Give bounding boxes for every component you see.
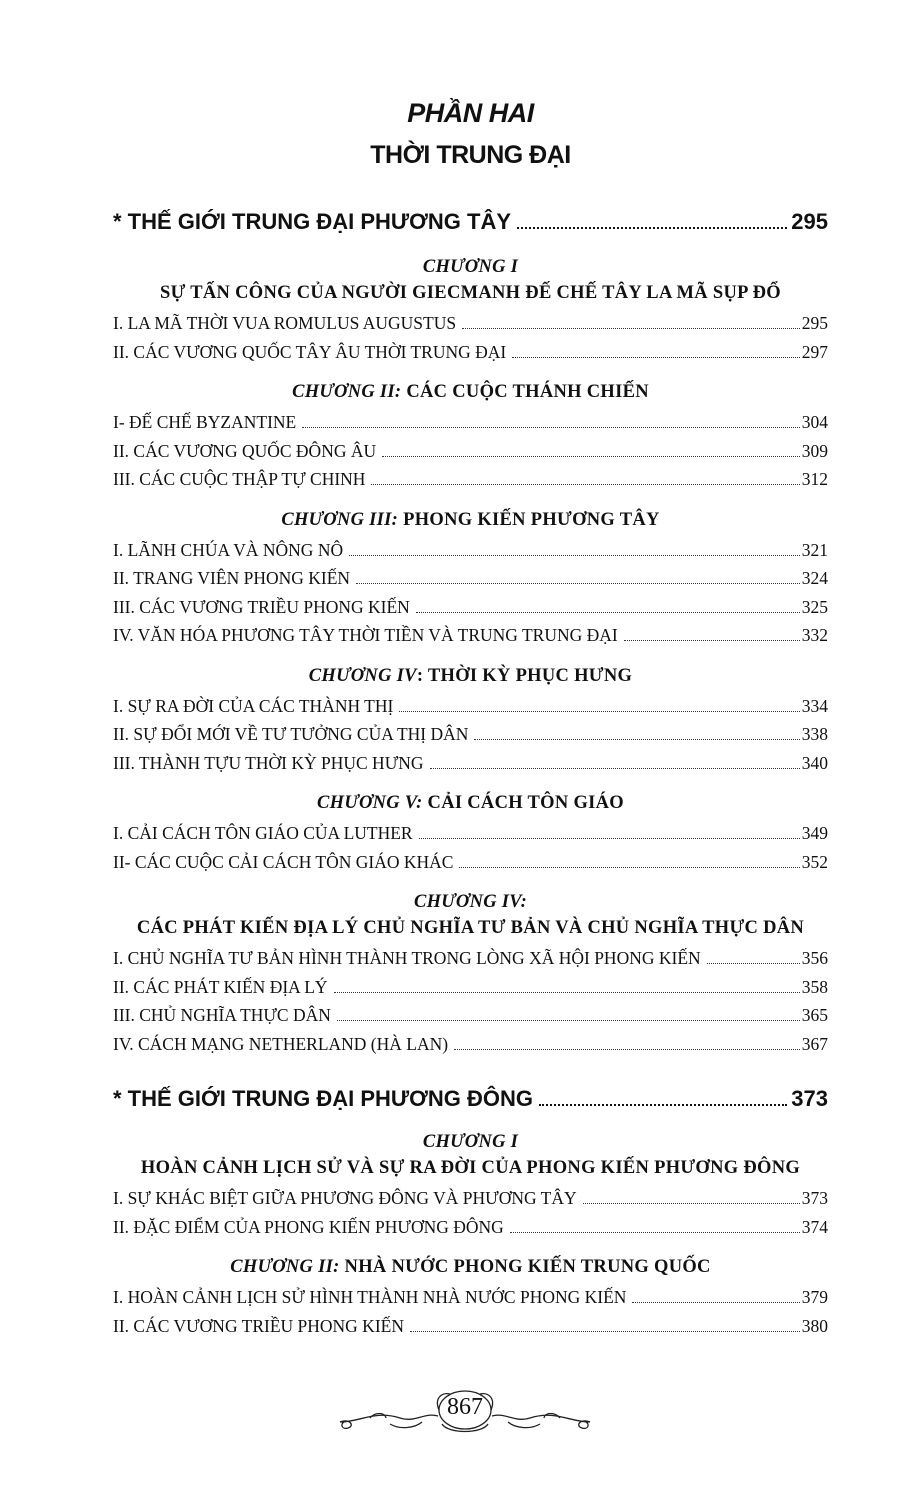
entry-page-number: 380 [801,1315,828,1336]
toc-entry[interactable] [113,1312,828,1341]
entry-label: IV. VĂN HÓA PHƯƠNG TÂY THỜI TIỀN VÀ TRUNG TRUNG ĐẠI [113,625,618,645]
entry-label: I. LA MÃ THỜI VUA ROMULUS AUGUSTUS [113,313,457,333]
dot-leader [356,583,800,584]
entry-page-number: 340 [801,752,828,773]
entry-page-number: 324 [801,568,828,588]
part-title: PHẦN HAI [407,98,534,128]
entry-label: III. CHỦ NGHĨA THỰC DÂN [113,1005,331,1025]
chapter [113,890,828,1058]
entry-page-number: 373 [801,1188,828,1208]
entry-label: IV. CÁCH MẠNG NETHERLAND (HÀ LAN) [113,1033,449,1054]
entry-page-number: 304 [801,412,828,432]
entry-label: II. CÁC VƯƠNG QUỐC TÂY ÂU THỜI TRUNG ĐẠI [113,341,507,362]
chapter [113,255,828,366]
dot-leader [419,838,800,839]
entry-label: III. CÁC CUỘC THẬP TỰ CHINH [113,469,366,489]
dot-leader [512,357,800,358]
toc-entry[interactable] [113,564,828,593]
entry-label: I. SỰ RA ĐỜI CỦA CÁC THÀNH THỊ [113,695,394,716]
toc-entry[interactable] [113,749,828,778]
entry-page-number: 365 [801,1005,828,1025]
entry-page-number: 379 [801,1287,828,1307]
entry-label: II. ĐẶC ĐIỂM CỦA PHONG KIẾN PHƯƠNG ĐÔNG [113,1216,504,1237]
dot-leader [510,1232,800,1233]
dot-leader [337,1020,800,1021]
dot-leader [539,1104,787,1106]
toc-entry[interactable] [113,465,828,494]
chapter-title: CÁC CUỘC THÁNH CHIẾN [406,382,649,402]
section-page-number: 373 [791,1086,828,1111]
chapter-prefix: CHƯƠNG II: [230,1257,340,1277]
entry-page-number: 321 [801,539,828,560]
dot-leader [462,328,800,329]
dot-leader [474,739,799,740]
chapter-title: PHONG KIẾN PHƯƠNG TÂY [403,509,660,530]
entry-page-number: 367 [801,1033,828,1054]
section-east [113,1084,828,1340]
dot-leader [382,456,800,457]
part-subtitle: THỜI TRUNG ĐẠI [370,141,571,169]
toc-entry[interactable] [113,692,828,721]
toc-entry[interactable] [113,593,828,622]
toc-entry[interactable] [113,720,828,749]
entry-label: I. LÃNH CHÚA VÀ NÔNG NÔ [113,539,344,560]
page-footer [330,1388,600,1438]
chapter [113,1255,828,1340]
chapter-title: CẢI CÁCH TÔN GIÁO [427,793,624,813]
entry-label: I. CHỦ NGHĨA TƯ BẢN HÌNH THÀNH TRONG LÒNG XÃ HỘI PHONG KIẾN [113,948,701,968]
entry-page-number: 352 [801,851,828,872]
dot-leader [454,1049,800,1050]
entry-label: I. CẢI CÁCH TÔN GIÁO CỦA LUTHER [113,823,413,843]
toc-entry[interactable] [113,1001,828,1030]
toc-entry[interactable] [113,1030,828,1059]
section-label: * THẾ GIỚI TRUNG ĐẠI PHƯƠNG TÂY [113,209,512,234]
chapter-title: SỰ TẤN CÔNG CỦA NGƯỜI GIECMANH ĐẾ CHẾ TÂY LA MÃ SỤP ĐỔ [160,283,781,303]
dot-leader [430,768,800,769]
entry-page-number: 325 [801,596,828,617]
entry-page-number: 309 [801,440,828,461]
dot-leader [371,484,799,485]
toc-entry[interactable] [113,621,828,650]
section-label: * THẾ GIỚI TRUNG ĐẠI PHƯƠNG ĐÔNG [113,1086,534,1111]
chapter-title: NHÀ NƯỚC PHONG KIẾN TRUNG QUỐC [344,1257,711,1277]
entry-page-number: 334 [801,695,828,716]
entry-page-number: 374 [801,1216,828,1237]
chapter-title: CÁC PHÁT KIẾN ĐỊA LÝ CHỦ NGHĨA TƯ BẢN VÀ CHỦ NGHĨA THỰC DÂN [136,918,805,938]
toc-entry[interactable] [113,309,828,338]
entry-label: II. TRANG VIÊN PHONG KIẾN [113,568,351,588]
entry-label: II. CÁC VƯƠNG QUỐC ĐÔNG ÂU [113,440,377,461]
chapter [113,508,828,650]
chapter-prefix: CHƯƠNG II: [292,382,402,402]
entry-label: II. SỰ ĐỔI MỚI VỀ TƯ TƯỞNG CỦA THỊ DÂN [113,724,469,744]
entry-label: II- CÁC CUỘC CẢI CÁCH TÔN GIÁO KHÁC [113,851,454,872]
chapter-title: : THỜI KỲ PHỤC HƯNG [416,665,633,686]
chapter [113,664,828,778]
toc-entry[interactable] [113,536,828,565]
page-number: 867 [447,1394,483,1420]
dot-leader [707,963,800,964]
entry-page-number: 349 [801,823,828,843]
chapter-prefix: CHƯƠNG I [422,1132,519,1152]
entry-page-number: 356 [801,948,828,968]
section-heading[interactable] [113,1084,828,1114]
chapter-prefix: CHƯƠNG I [422,257,519,277]
entry-label: I- ĐẾ CHẾ BYZANTINE [113,412,297,432]
chapter-prefix: CHƯƠNG IV: [413,892,528,912]
toc-entry[interactable] [113,819,828,848]
toc-entry[interactable] [113,1213,828,1242]
entry-label: II. CÁC VƯƠNG TRIỀU PHONG KIẾN [113,1315,404,1336]
chapter-heading [113,380,828,404]
entry-label: I. SỰ KHÁC BIỆT GIỮA PHƯƠNG ĐÔNG VÀ PHƯƠNG TÂY [113,1188,577,1208]
chapter-heading [113,1255,828,1279]
dot-leader [459,867,799,868]
dot-leader [334,992,800,993]
dot-leader [632,1302,799,1303]
entry-page-number: 358 [801,976,828,997]
chapter-prefix: CHƯƠNG III: [281,509,399,530]
dot-leader [399,711,799,712]
dot-leader [302,427,800,428]
toc-entry[interactable] [113,944,828,973]
chapter [113,380,828,494]
chapter-prefix: CHƯƠNG V: [316,793,423,813]
chapter-heading [113,508,828,532]
toc-entry[interactable] [113,1283,828,1312]
entry-label: II. CÁC PHÁT KIẾN ĐỊA LÝ [113,976,328,997]
dot-leader [349,555,800,556]
dot-leader [410,1331,800,1332]
chapter [113,1130,828,1241]
toc-entry[interactable] [113,973,828,1002]
entry-page-number: 295 [801,313,828,333]
dot-leader [583,1203,800,1204]
chapter-title: HOÀN CẢNH LỊCH SỬ VÀ SỰ RA ĐỜI CỦA PHONG KIẾN PHƯƠNG ĐÔNG [140,1158,801,1178]
chapter-heading [113,664,828,688]
section-west [113,207,828,1058]
chapter-prefix: CHƯƠNG IV [308,665,417,686]
section-heading[interactable] [113,207,828,237]
toc-entry[interactable] [113,437,828,466]
dot-leader [624,640,800,641]
toc-entry[interactable] [113,338,828,367]
entry-page-number: 338 [801,724,828,744]
entry-page-number: 297 [801,341,828,362]
entry-label: I. HOÀN CẢNH LỊCH SỬ HÌNH THÀNH NHÀ NƯỚC PHONG KIẾN [113,1287,627,1307]
entry-label: III. CÁC VƯƠNG TRIỀU PHONG KIẾN [113,596,410,617]
toc-entry[interactable] [113,848,828,877]
toc-entry[interactable] [113,1184,828,1213]
toc-page [113,0,828,1340]
chapter-heading [113,791,828,815]
dot-leader [517,227,787,229]
toc-entry[interactable] [113,408,828,437]
entry-page-number: 312 [801,469,828,489]
entry-label: III. THÀNH TỰU THỜI KỲ PHỤC HƯNG [113,752,424,773]
dot-leader [416,612,800,613]
chapter [113,791,828,876]
entry-page-number: 332 [801,625,828,645]
section-page-number: 295 [791,209,828,234]
